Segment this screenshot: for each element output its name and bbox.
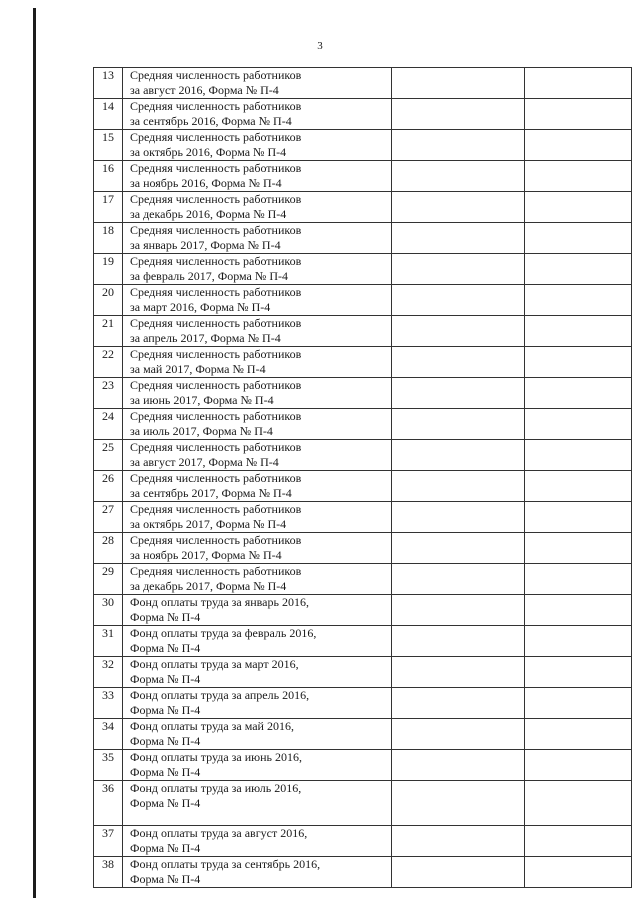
value-cell-1	[392, 192, 525, 223]
description-line-2: за январь 2017, Форма № П-4	[130, 238, 281, 252]
row-number: 33	[94, 688, 123, 719]
description-line-2: за ноябрь 2017, Форма № П-4	[130, 548, 282, 562]
row-number: 16	[94, 161, 123, 192]
table-row	[94, 626, 632, 657]
table-row	[94, 657, 632, 688]
value-cell-2	[525, 285, 632, 316]
value-cell-2	[525, 347, 632, 378]
value-cell-1	[392, 347, 525, 378]
description-line-1: Фонд оплаты труда за июль 2016,	[130, 781, 302, 795]
row-number: 27	[94, 502, 123, 533]
description-line-1: Средняя численность работников	[130, 192, 302, 206]
value-cell-1	[392, 533, 525, 564]
description-line-1: Фонд оплаты труда за апрель 2016,	[130, 688, 310, 702]
row-number: 15	[94, 130, 123, 161]
description-line-2: за март 2016, Форма № П-4	[130, 300, 271, 314]
table-row	[94, 68, 632, 99]
row-description	[123, 192, 392, 223]
row-description	[123, 161, 392, 192]
row-description	[123, 254, 392, 285]
value-cell-1	[392, 750, 525, 781]
row-description	[123, 781, 392, 826]
row-number: 23	[94, 378, 123, 409]
row-number: 32	[94, 657, 123, 688]
description-line-1: Средняя численность работников	[130, 564, 302, 578]
value-cell-1	[392, 378, 525, 409]
value-cell-2	[525, 626, 632, 657]
row-description	[123, 626, 392, 657]
row-description	[123, 719, 392, 750]
value-cell-2	[525, 533, 632, 564]
description-line-1: Средняя численность работников	[130, 471, 302, 485]
row-description	[123, 347, 392, 378]
description-line-1: Средняя численность работников	[130, 223, 302, 237]
row-number: 19	[94, 254, 123, 285]
description-line-1: Средняя численность работников	[130, 440, 302, 454]
description-line-2: Форма № П-4	[130, 672, 201, 686]
table-row	[94, 347, 632, 378]
row-description	[123, 223, 392, 254]
description-line-2: за ноябрь 2016, Форма № П-4	[130, 176, 282, 190]
value-cell-2	[525, 657, 632, 688]
description-line-1: Средняя численность работников	[130, 347, 302, 361]
value-cell-2	[525, 471, 632, 502]
row-description	[123, 564, 392, 595]
report-table-body	[94, 68, 632, 888]
description-line-2: за декабрь 2016, Форма № П-4	[130, 207, 287, 221]
value-cell-1	[392, 626, 525, 657]
row-number: 24	[94, 409, 123, 440]
description-line-2: за апрель 2017, Форма № П-4	[130, 331, 281, 345]
table-row	[94, 533, 632, 564]
value-cell-2	[525, 750, 632, 781]
table-row	[94, 223, 632, 254]
row-description	[123, 378, 392, 409]
row-number: 26	[94, 471, 123, 502]
table-row	[94, 502, 632, 533]
description-line-1: Фонд оплаты труда за май 2016,	[130, 719, 294, 733]
row-number: 14	[94, 99, 123, 130]
row-number: 20	[94, 285, 123, 316]
table-row	[94, 688, 632, 719]
table-row	[94, 781, 632, 826]
value-cell-1	[392, 68, 525, 99]
row-description	[123, 285, 392, 316]
value-cell-1	[392, 595, 525, 626]
value-cell-2	[525, 130, 632, 161]
table-row	[94, 564, 632, 595]
value-cell-2	[525, 192, 632, 223]
row-description	[123, 826, 392, 857]
description-line-1: Фонд оплаты труда за август 2016,	[130, 826, 308, 840]
page-number: 3	[317, 40, 323, 52]
description-line-2: Форма № П-4	[130, 641, 201, 655]
row-description	[123, 502, 392, 533]
value-cell-2	[525, 99, 632, 130]
table-row	[94, 471, 632, 502]
description-line-2: Форма № П-4	[130, 872, 201, 886]
row-number: 36	[94, 781, 123, 826]
value-cell-2	[525, 68, 632, 99]
table-row	[94, 409, 632, 440]
description-line-2: за август 2017, Форма № П-4	[130, 455, 279, 469]
description-line-2: Форма № П-4	[130, 796, 201, 810]
value-cell-1	[392, 688, 525, 719]
description-line-1: Средняя численность работников	[130, 130, 302, 144]
value-cell-2	[525, 719, 632, 750]
description-line-1: Средняя численность работников	[130, 254, 302, 268]
description-line-1: Средняя численность работников	[130, 161, 302, 175]
value-cell-2	[525, 595, 632, 626]
description-line-2: Форма № П-4	[130, 841, 201, 855]
row-description	[123, 130, 392, 161]
description-line-2: Форма № П-4	[130, 703, 201, 717]
description-line-1: Средняя численность работников	[130, 378, 302, 392]
row-number: 37	[94, 826, 123, 857]
row-description	[123, 68, 392, 99]
value-cell-1	[392, 285, 525, 316]
row-description	[123, 471, 392, 502]
value-cell-1	[392, 130, 525, 161]
row-description	[123, 533, 392, 564]
table-row	[94, 719, 632, 750]
value-cell-1	[392, 161, 525, 192]
description-line-1: Фонд оплаты труда за июнь 2016,	[130, 750, 302, 764]
row-number: 21	[94, 316, 123, 347]
table-row	[94, 254, 632, 285]
report-table	[93, 67, 632, 888]
value-cell-2	[525, 409, 632, 440]
description-line-2: за май 2017, Форма № П-4	[130, 362, 266, 376]
value-cell-2	[525, 378, 632, 409]
description-line-1: Фонд оплаты труда за сентябрь 2016,	[130, 857, 321, 871]
table-row	[94, 192, 632, 223]
row-description	[123, 857, 392, 888]
description-line-2: за сентябрь 2017, Форма № П-4	[130, 486, 292, 500]
description-line-1: Средняя численность работников	[130, 533, 302, 547]
row-number: 34	[94, 719, 123, 750]
description-line-1: Средняя численность работников	[130, 285, 302, 299]
value-cell-1	[392, 781, 525, 826]
description-line-2: за декабрь 2017, Форма № П-4	[130, 579, 287, 593]
row-number: 35	[94, 750, 123, 781]
description-line-1: Средняя численность работников	[130, 316, 302, 330]
description-line-2: за февраль 2017, Форма № П-4	[130, 269, 288, 283]
row-description	[123, 99, 392, 130]
description-line-2: за октябрь 2016, Форма № П-4	[130, 145, 287, 159]
value-cell-2	[525, 254, 632, 285]
row-number: 18	[94, 223, 123, 254]
value-cell-1	[392, 254, 525, 285]
row-number: 13	[94, 68, 123, 99]
value-cell-1	[392, 826, 525, 857]
row-description	[123, 440, 392, 471]
row-number: 30	[94, 595, 123, 626]
table-row	[94, 99, 632, 130]
row-number: 29	[94, 564, 123, 595]
row-description	[123, 316, 392, 347]
value-cell-1	[392, 99, 525, 130]
value-cell-2	[525, 161, 632, 192]
row-description	[123, 595, 392, 626]
value-cell-2	[525, 826, 632, 857]
table-row	[94, 130, 632, 161]
value-cell-2	[525, 688, 632, 719]
row-description	[123, 409, 392, 440]
value-cell-2	[525, 857, 632, 888]
table-row	[94, 161, 632, 192]
table-row	[94, 440, 632, 471]
row-number: 31	[94, 626, 123, 657]
row-description	[123, 657, 392, 688]
value-cell-1	[392, 316, 525, 347]
value-cell-1	[392, 471, 525, 502]
description-line-1: Фонд оплаты труда за февраль 2016,	[130, 626, 317, 640]
value-cell-2	[525, 564, 632, 595]
description-line-1: Средняя численность работников	[130, 409, 302, 423]
description-line-2: Форма № П-4	[130, 765, 201, 779]
value-cell-2	[525, 781, 632, 826]
row-number: 38	[94, 857, 123, 888]
table-row	[94, 316, 632, 347]
description-line-2: за октябрь 2017, Форма № П-4	[130, 517, 287, 531]
description-line-2: Форма № П-4	[130, 734, 201, 748]
row-number: 17	[94, 192, 123, 223]
scan-margin-line	[33, 8, 36, 898]
description-line-1: Средняя численность работников	[130, 502, 302, 516]
table-row	[94, 378, 632, 409]
value-cell-1	[392, 719, 525, 750]
description-line-1: Средняя численность работников	[130, 99, 302, 113]
value-cell-1	[392, 857, 525, 888]
value-cell-1	[392, 502, 525, 533]
table-row	[94, 285, 632, 316]
description-line-1: Фонд оплаты труда за март 2016,	[130, 657, 299, 671]
row-description	[123, 688, 392, 719]
value-cell-2	[525, 316, 632, 347]
row-number: 22	[94, 347, 123, 378]
table-row	[94, 595, 632, 626]
description-line-1: Средняя численность работников	[130, 68, 302, 82]
value-cell-1	[392, 657, 525, 688]
row-number: 28	[94, 533, 123, 564]
description-line-2: за июль 2017, Форма № П-4	[130, 424, 273, 438]
row-description	[123, 750, 392, 781]
description-line-2: за сентябрь 2016, Форма № П-4	[130, 114, 292, 128]
value-cell-1	[392, 564, 525, 595]
description-line-2: Форма № П-4	[130, 610, 201, 624]
value-cell-1	[392, 223, 525, 254]
description-line-1: Фонд оплаты труда за январь 2016,	[130, 595, 309, 609]
value-cell-1	[392, 440, 525, 471]
value-cell-2	[525, 502, 632, 533]
value-cell-2	[525, 440, 632, 471]
table-row	[94, 826, 632, 857]
table-row	[94, 750, 632, 781]
table-row	[94, 857, 632, 888]
description-line-2: за июнь 2017, Форма № П-4	[130, 393, 274, 407]
row-number: 25	[94, 440, 123, 471]
description-line-2: за август 2016, Форма № П-4	[130, 83, 279, 97]
value-cell-1	[392, 409, 525, 440]
value-cell-2	[525, 223, 632, 254]
